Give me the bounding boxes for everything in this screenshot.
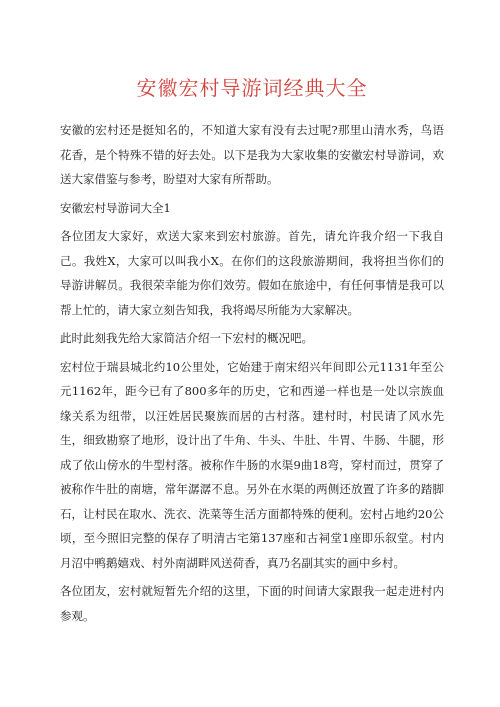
overview-paragraph: 宏村位于瑞县城北约10公里处，它始建于南宋绍兴年间即公元1131年至公元1162年，距今已有了800多年的历史，它和西递一样也是一处以宗族血缘关系为纽带，以汪姓居民聚族而居的古村落。建村时，村民请了风水先生，细致勘察了地形，设计出了牛角、牛头、牛肚、牛胃、牛肠、牛腿，形成了依山傍水的牛型村落。被称作牛肠的水渠9曲18弯，穿村而过，贯穿了被称作牛肚的南塘，常年潺潺不息。另外在水渠的两侧还放置了许多的踏脚石，让村民在取水、洗衣、洗菜等生活方面都特殊的便利。宏村占地约20公顷，至今照旧完整的保存了明清古宅第137座和古祠堂1座即乐叙堂。村内月沼中鸭鹅嬉戏、村外南湖畔风送荷香，真乃名副其实的画中乡村。 — [60, 359, 444, 570]
document-body — [60, 118, 444, 632]
transition-paragraph: 此时此刻我先给大家简洁介绍一下宏村的概况吧。 — [60, 331, 313, 345]
document-title: 安徽宏村导游词经典大全 — [136, 76, 368, 100]
intro-paragraph: 安徽的宏村还是挺知名的，不知道大家有没有去过呢?那里山清水秀，鸟语花香，是个特殊不错的好去处。以下是我为大家收集的安徽宏村导游词，欢送大家借鉴与参考，盼望对大家有所帮助。 — [60, 123, 444, 186]
greeting-paragraph: 各位团友大家好，欢送大家来到宏村旅游。首先，请允许我介绍一下我自己。我姓X，大家可以叫我小X。在你们的这段旅游期间，我将担当你们的导游讲解员。我很荣幸能为你们效劳。假如在旅途中，有任何事情是我可以帮上忙的，请大家立刻告知我，我将竭尽所能为大家解决。 — [60, 229, 444, 317]
closing-paragraph: 各位团友，宏村就短暂先介绍的这里，下面的时间请大家跟我一起走进村内参观。 — [60, 584, 444, 623]
section-heading: 安徽宏村导游词大全1 — [60, 200, 171, 215]
